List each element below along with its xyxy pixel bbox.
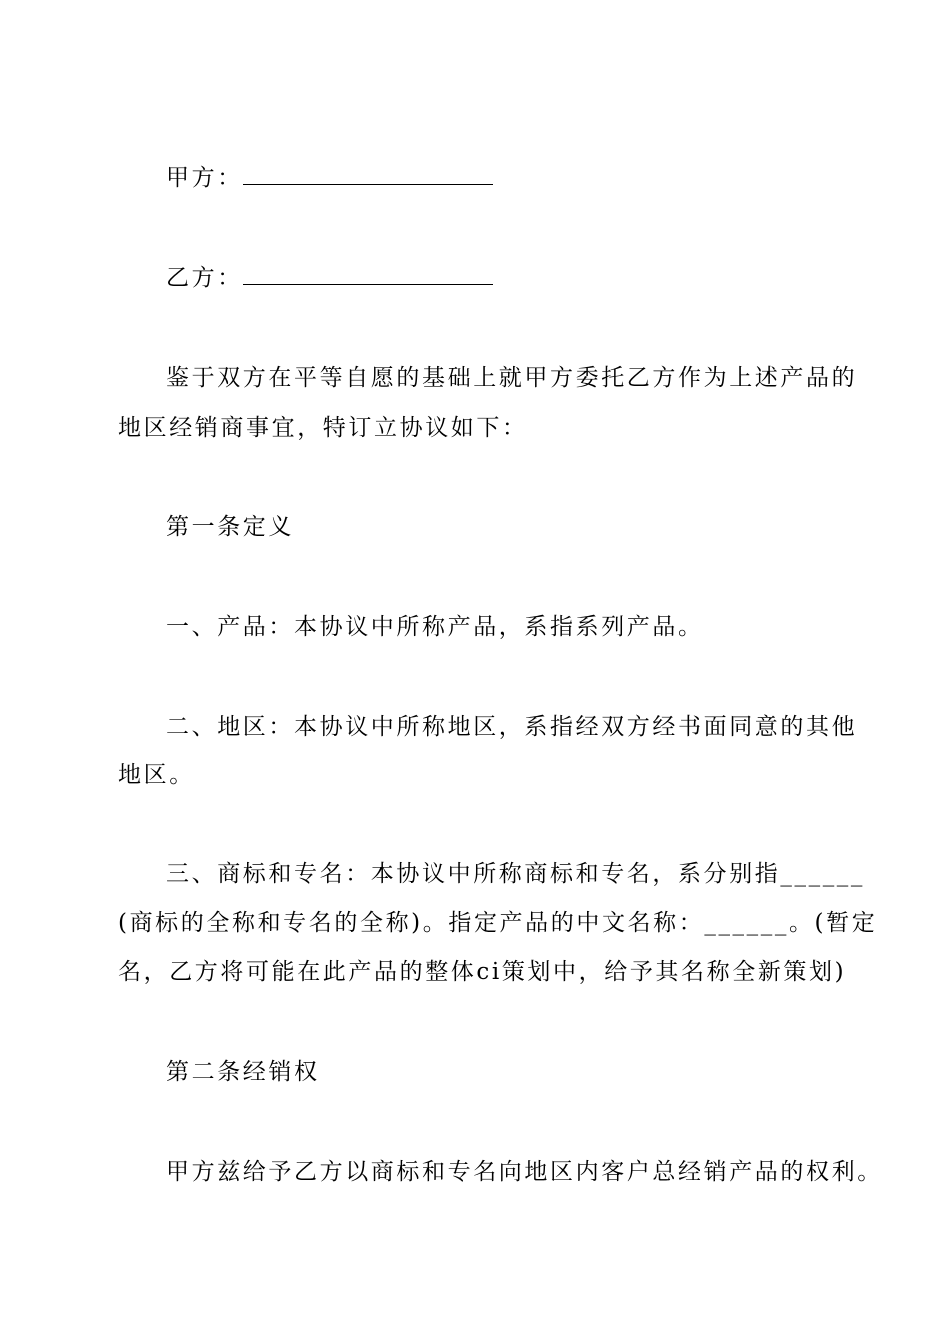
party-b-blank [243,272,493,285]
clause-3-line-3: 名，乙方将可能在此产品的整体ci策划中，给予其名称全新策划) [118,959,847,985]
article-1-title: 第一条定义 [166,514,294,540]
intro-line-1: 鉴于双方在平等自愿的基础上就甲方委托乙方作为上述产品的 [166,365,858,391]
party-a-blank [243,172,493,185]
party-a-line [166,166,886,190]
party-b-label: 乙方： [166,265,243,291]
article-2-title: 第二条经销权 [166,1059,320,1085]
party-a-label: 甲方： [166,165,243,191]
clause-3-line-2: (商标的全称和专名的全称)。指定产品的中文名称：______。(暂定 [118,910,878,936]
intro-line-2: 地区经销商事宜，特订立协议如下： [118,415,528,441]
clause-1: 一、产品：本协议中所称产品，系指系列产品。 [166,614,704,640]
clause-3-line-1: 三、商标和专名：本协议中所称商标和专名，系分别指______ [166,861,865,887]
article-2-text: 甲方兹给予乙方以商标和专名向地区内客户总经销产品的权利。 [166,1159,883,1185]
clause-2-line-1: 二、地区：本协议中所称地区，系指经双方经书面同意的其他 [166,714,858,740]
clause-2-line-2: 地区。 [118,762,195,788]
party-b-line [166,266,886,290]
